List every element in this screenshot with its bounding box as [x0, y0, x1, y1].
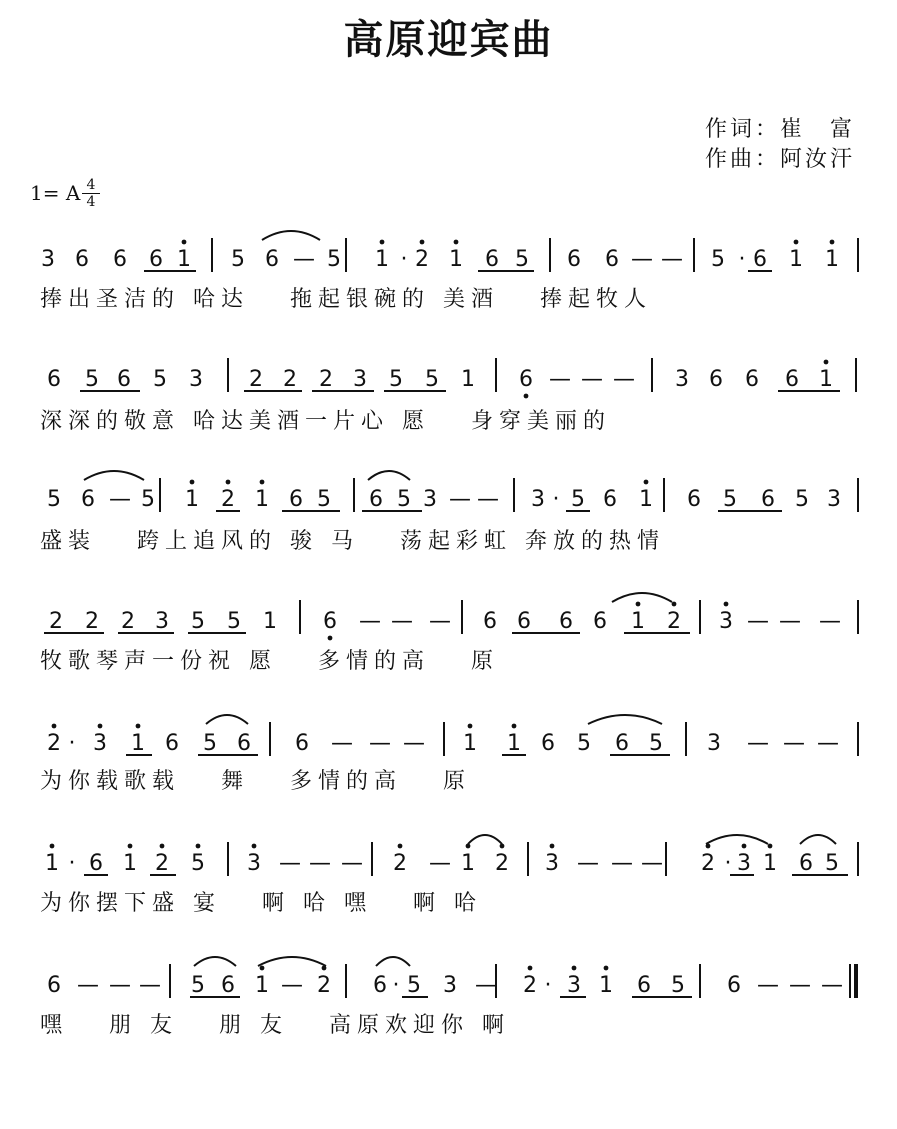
note: 6 — [541, 731, 555, 756]
extension-dash: — — [331, 731, 353, 756]
high-octave-dot — [128, 844, 133, 849]
extension-dash: — — [429, 609, 451, 634]
composer-credit: 作曲：阿汝汗 — [704, 147, 855, 172]
note: 3 — [707, 731, 721, 756]
note: 3 — [423, 487, 437, 512]
score-system — [40, 231, 858, 312]
note: 1 — [789, 247, 803, 272]
high-octave-dot — [420, 240, 425, 245]
note: 5 — [649, 731, 663, 756]
lyric-line: 为你摆下盛 宴 啊 哈 嘿 啊 哈 — [40, 891, 482, 916]
slur — [376, 957, 410, 966]
note: 6 — [483, 609, 497, 634]
high-octave-dot — [742, 844, 747, 849]
note: 6 — [593, 609, 607, 634]
extension-dash: — — [77, 973, 99, 998]
slur — [258, 957, 326, 966]
dotted-rhythm: · — [68, 731, 76, 756]
note: 5 — [203, 731, 217, 756]
note: 6 — [149, 247, 163, 272]
note: 5 — [327, 247, 341, 272]
note: 5 — [85, 367, 99, 392]
note: 6 — [519, 367, 533, 392]
note: 6 — [47, 973, 61, 998]
extension-dash: — — [139, 973, 161, 998]
high-octave-dot — [830, 240, 835, 245]
note: 2 — [415, 247, 429, 272]
note: 1 — [463, 731, 477, 756]
extension-dash: — — [757, 973, 779, 998]
note: 6 — [799, 851, 813, 876]
note: 1 — [819, 367, 833, 392]
lyric-line: 为你载歌载 舞 多情的高 原 — [40, 769, 471, 794]
slur — [468, 835, 502, 844]
note: 6 — [605, 247, 619, 272]
note: 3 — [531, 487, 545, 512]
extension-dash: — — [747, 731, 769, 756]
note: 2 — [155, 851, 169, 876]
high-octave-dot — [398, 844, 403, 849]
note: 6 — [603, 487, 617, 512]
slur — [368, 471, 410, 480]
time-signature-top: 4 — [86, 177, 96, 193]
note: 1 — [45, 851, 59, 876]
note: 2 — [221, 487, 235, 512]
note: 2 — [523, 973, 537, 998]
high-octave-dot — [252, 844, 257, 849]
note: 6 — [517, 609, 531, 634]
high-octave-dot — [468, 724, 473, 729]
note: 5 — [227, 609, 241, 634]
note: 6 — [709, 367, 723, 392]
note: 3 — [155, 609, 169, 634]
note: 2 — [667, 609, 681, 634]
note: 6 — [323, 609, 337, 634]
high-octave-dot — [136, 724, 141, 729]
note: 6 — [373, 973, 387, 998]
extension-dash: — — [613, 367, 635, 392]
dotted-rhythm: · — [738, 247, 746, 272]
note: 2 — [49, 609, 63, 634]
time-signature-bottom: 4 — [86, 194, 96, 210]
note: 3 — [247, 851, 261, 876]
note: 5 — [47, 487, 61, 512]
extension-dash: — — [109, 487, 131, 512]
extension-dash: — — [631, 247, 653, 272]
note: 6 — [485, 247, 499, 272]
note: 3 — [93, 731, 107, 756]
note: 6 — [785, 367, 799, 392]
slur — [612, 593, 672, 602]
extension-dash: — — [449, 487, 471, 512]
high-octave-dot — [500, 844, 505, 849]
note: 6 — [369, 487, 383, 512]
score-system — [40, 471, 858, 554]
note: 6 — [687, 487, 701, 512]
note: 3 — [353, 367, 367, 392]
extension-dash: — — [577, 851, 599, 876]
high-octave-dot — [672, 602, 677, 607]
high-octave-dot — [824, 360, 829, 365]
lyric-line: 盛装 跨上追风的 骏 马 荡起彩虹 奔放的热情 — [40, 529, 665, 554]
slur — [194, 957, 236, 966]
high-octave-dot — [644, 480, 649, 485]
note: 5 — [577, 731, 591, 756]
high-octave-dot — [768, 844, 773, 849]
note: 5 — [571, 487, 585, 512]
high-octave-dot — [572, 966, 577, 971]
note: 6 — [221, 973, 235, 998]
high-octave-dot — [196, 844, 201, 849]
extension-dash: — — [661, 247, 683, 272]
extension-dash: — — [611, 851, 633, 876]
extension-dash: — — [281, 973, 303, 998]
slur — [588, 715, 662, 724]
extension-dash: — — [309, 851, 331, 876]
extension-dash: — — [581, 367, 603, 392]
extension-dash: — — [821, 973, 843, 998]
high-octave-dot — [794, 240, 799, 245]
note: 5 — [191, 851, 205, 876]
note: 5 — [407, 973, 421, 998]
note: 1 — [185, 487, 199, 512]
extension-dash: — — [279, 851, 301, 876]
dotted-rhythm: · — [68, 851, 76, 876]
note: 5 — [231, 247, 245, 272]
extension-dash: — — [549, 367, 571, 392]
note: 1 — [507, 731, 521, 756]
note: 2 — [85, 609, 99, 634]
note: 3 — [41, 247, 55, 272]
extension-dash: — — [403, 731, 425, 756]
extension-dash: — — [341, 851, 363, 876]
extension-dash: — — [477, 487, 499, 512]
note: 6 — [727, 973, 741, 998]
note: 5 — [191, 609, 205, 634]
extension-dash: — — [475, 973, 497, 998]
slur — [206, 715, 248, 724]
note: 3 — [737, 851, 751, 876]
extension-dash: — — [817, 731, 839, 756]
note: 5 — [723, 487, 737, 512]
note: 3 — [827, 487, 841, 512]
note: 3 — [719, 609, 733, 634]
note: 2 — [249, 367, 263, 392]
note: 6 — [567, 247, 581, 272]
note: 2 — [319, 367, 333, 392]
extension-dash: — — [789, 973, 811, 998]
note: 6 — [753, 247, 767, 272]
note: 1 — [177, 247, 191, 272]
note: 6 — [745, 367, 759, 392]
note: 1 — [763, 851, 777, 876]
high-octave-dot — [550, 844, 555, 849]
extension-dash: — — [109, 973, 131, 998]
extension-dash: — — [369, 731, 391, 756]
score-system — [40, 358, 856, 434]
lyric-line: 捧出圣洁的 哈达 拖起银碗的 美酒 捧起牧人 — [40, 287, 652, 312]
extension-dash: — — [359, 609, 381, 634]
note: 6 — [81, 487, 95, 512]
dotted-rhythm: · — [544, 973, 552, 998]
lyric-line: 嘿 朋 友 朋 友 高原欢迎你 啊 — [40, 1013, 510, 1038]
note: 6 — [75, 247, 89, 272]
slur — [262, 231, 320, 240]
note: 1 — [631, 609, 645, 634]
note: 2 — [47, 731, 61, 756]
note: 6 — [295, 731, 309, 756]
lyricist-credit: 作词：崔 富 — [704, 117, 855, 142]
high-octave-dot — [260, 966, 265, 971]
song-title: 高原迎宾曲 — [343, 17, 554, 63]
dotted-rhythm: · — [392, 973, 400, 998]
note: 6 — [559, 609, 573, 634]
extension-dash: — — [391, 609, 413, 634]
key-signature: 1= A — [30, 181, 81, 205]
note: 5 — [825, 851, 839, 876]
high-octave-dot — [98, 724, 103, 729]
note: 6 — [47, 367, 61, 392]
high-octave-dot — [52, 724, 57, 729]
extension-dash: — — [819, 609, 841, 634]
high-octave-dot — [182, 240, 187, 245]
note: 5 — [711, 247, 725, 272]
high-octave-dot — [260, 480, 265, 485]
score-system — [40, 957, 856, 1038]
high-octave-dot — [636, 602, 641, 607]
high-octave-dot — [528, 966, 533, 971]
note: 2 — [283, 367, 297, 392]
note: 6 — [637, 973, 651, 998]
note: 1 — [825, 247, 839, 272]
note: 5 — [425, 367, 439, 392]
note: 6 — [117, 367, 131, 392]
note: 6 — [89, 851, 103, 876]
score-system — [40, 593, 858, 674]
note: 1 — [449, 247, 463, 272]
high-octave-dot — [190, 480, 195, 485]
score-system — [40, 715, 858, 794]
note: 6 — [615, 731, 629, 756]
note: 2 — [495, 851, 509, 876]
note: 2 — [701, 851, 715, 876]
high-octave-dot — [380, 240, 385, 245]
low-octave-dot — [328, 636, 333, 641]
note: 6 — [289, 487, 303, 512]
note: 5 — [795, 487, 809, 512]
note: 6 — [165, 731, 179, 756]
note: 1 — [255, 973, 269, 998]
lyric-line: 深深的敬意 哈达美酒一片心 愿 身穿美丽的 — [40, 409, 611, 434]
high-octave-dot — [512, 724, 517, 729]
extension-dash: — — [747, 609, 769, 634]
lyric-line: 牧歌琴声一份祝 愿 多情的高 原 — [40, 649, 499, 674]
note: 6 — [761, 487, 775, 512]
note: 1 — [461, 367, 475, 392]
score-system — [40, 835, 858, 916]
note: 5 — [141, 487, 155, 512]
note: 1 — [599, 973, 613, 998]
note: 3 — [189, 367, 203, 392]
note: 5 — [397, 487, 411, 512]
note: 2 — [121, 609, 135, 634]
note: 3 — [545, 851, 559, 876]
slur — [706, 835, 768, 844]
note: 2 — [317, 973, 331, 998]
high-octave-dot — [50, 844, 55, 849]
dotted-rhythm: · — [400, 247, 408, 272]
high-octave-dot — [454, 240, 459, 245]
note: 3 — [675, 367, 689, 392]
note: 3 — [443, 973, 457, 998]
note: 6 — [113, 247, 127, 272]
dotted-rhythm: · — [724, 851, 732, 876]
high-octave-dot — [160, 844, 165, 849]
note: 5 — [153, 367, 167, 392]
high-octave-dot — [226, 480, 231, 485]
note: 1 — [639, 487, 653, 512]
extension-dash: — — [293, 247, 315, 272]
low-octave-dot — [524, 394, 529, 399]
note: 3 — [567, 973, 581, 998]
high-octave-dot — [466, 844, 471, 849]
extension-dash: — — [779, 609, 801, 634]
note: 5 — [317, 487, 331, 512]
extension-dash: — — [429, 851, 451, 876]
note: 5 — [671, 973, 685, 998]
slur — [84, 471, 144, 480]
slur — [800, 835, 836, 844]
high-octave-dot — [724, 602, 729, 607]
note: 1 — [131, 731, 145, 756]
note: 5 — [515, 247, 529, 272]
extension-dash: — — [783, 731, 805, 756]
note: 1 — [255, 487, 269, 512]
extension-dash: — — [641, 851, 663, 876]
note: 5 — [389, 367, 403, 392]
note: 1 — [263, 609, 277, 634]
high-octave-dot — [604, 966, 609, 971]
dotted-rhythm: · — [552, 487, 560, 512]
note: 6 — [265, 247, 279, 272]
note: 1 — [123, 851, 137, 876]
note: 5 — [191, 973, 205, 998]
note: 1 — [375, 247, 389, 272]
note: 2 — [393, 851, 407, 876]
note: 1 — [461, 851, 475, 876]
note: 6 — [237, 731, 251, 756]
